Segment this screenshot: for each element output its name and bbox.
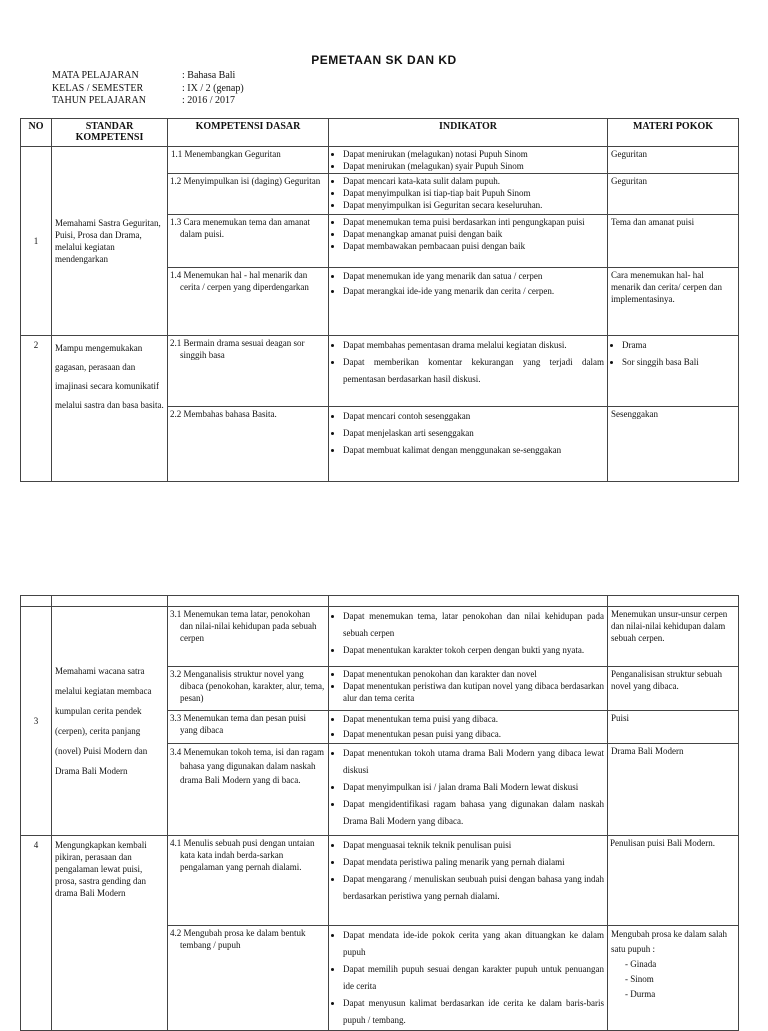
materi-pokok: Sesenggakan (608, 407, 739, 482)
info-row-class (52, 83, 244, 96)
indikator (329, 407, 608, 482)
indikator-item: • Dapat menirukan (melagukan) notasi Pupuh Sinom (343, 148, 604, 160)
row-number: 1 (21, 147, 52, 336)
indikator-item: • Dapat memilih pupuh sesuai dengan karakter pupuh untuk penuangan ide cerita (343, 961, 604, 995)
indikator (329, 667, 608, 711)
blank-cell (168, 596, 329, 607)
indikator-item: • Dapat menyimpulkan isi / jalan drama Bali Modern lewat diskusi (343, 779, 604, 796)
header-kompetensi-dasar: KOMPETENSI DASAR (168, 119, 329, 147)
row-number: 3 (21, 607, 52, 836)
materi-pokok: Cara menemukan hal- hal menarik dan cerita/ cerpen dan implementasinya. (608, 268, 739, 336)
kompetensi-dasar: 3.4 Menemukan tokoh tema, isi dan ragam bahasa yang digunakan dalam naskah drama Bali Modern yang di baca. (168, 744, 329, 836)
materi-pokok: Penulisan puisi Bali Modern. (608, 836, 739, 926)
materi-pokok (608, 926, 739, 1031)
indikator-item: • Dapat mengidentifikasi ragam bahasa yang digunakan dalam naskah Drama Bali Modern yang dibaca. (343, 796, 604, 830)
indikator (329, 215, 608, 268)
table-row (21, 147, 739, 174)
materi-text: Mengubah prosa ke dalam salah satu pupuh : (611, 929, 727, 954)
materi-pokok (608, 336, 739, 407)
indikator-item: • Dapat mencari kata-kata sulit dalam pupuh. (343, 175, 604, 187)
kompetensi-dasar: 3.1 Menemukan tema latar, penokohan dan nilai-nilai kehidupan pada sebuah cerpen (168, 607, 329, 667)
indikator-item: • Dapat merangkai ide-ide yang menarik dan cerita / cerpen. (343, 284, 604, 299)
materi-pokok: Penganalisisan struktur sebuah novel yang dibaca. (608, 667, 739, 711)
indikator-item: • Dapat mendata ide-ide pokok cerita yang akan dituangkan ke dalam pupuh (343, 927, 604, 961)
kompetensi-dasar: 1.2 Menyimpulkan isi (daging) Geguritan (168, 174, 329, 215)
indikator (329, 174, 608, 215)
table-row (21, 607, 739, 667)
indikator-item: • Dapat memberikan komentar kekurangan yang terjadi dalam pementasan berdasarkan hasil diskusi. (343, 354, 604, 388)
kompetensi-dasar: 2.2 Membahas bahasa Basita. (168, 407, 329, 482)
indikator-item: • Dapat menemukan ide yang menarik dan satua / cerpen (343, 269, 604, 284)
table-row (21, 836, 739, 926)
kompetensi-dasar: 4.1 Menulis sebuah pusi dengan untaian kata kata indah berda-sarkan pengalaman yang pernah dialami. (168, 836, 329, 926)
indikator (329, 147, 608, 174)
mapping-table-page-2 (20, 595, 739, 1031)
indikator-item: • Dapat membahas pementasan drama melalui kegiatan diskusi. (343, 337, 604, 354)
mapping-table (20, 118, 739, 482)
info-label: TAHUN PELAJARAN (52, 95, 146, 106)
indikator-item: • Dapat menentukan pesan puisi yang dibaca. (343, 727, 604, 742)
indikator (329, 607, 608, 667)
mapping-table (20, 595, 739, 1031)
blank-cell (21, 596, 52, 607)
indikator-item: • Dapat membawakan pembacaan puisi dengan baik (343, 240, 604, 252)
info-row-subject (52, 70, 244, 83)
info-value: : 2016 / 2017 (182, 95, 236, 106)
materi-pokok: Tema dan amanat puisi (608, 215, 739, 268)
indikator-item: • Dapat menangkap amanat puisi dengan baik (343, 228, 604, 240)
materi-item: - Ginada (625, 959, 657, 969)
indikator-item: • Dapat menemukan tema puisi berdasarkan inti pengungkapan puisi (343, 216, 604, 228)
kompetensi-dasar: 2.1 Bermain drama sesuai deagan sor singgih basa (168, 336, 329, 407)
indikator-item: • Dapat menentukan tokoh utama drama Bali Modern yang dibaca lewat diskusi (343, 745, 604, 779)
materi-pokok: Puisi (608, 711, 739, 744)
materi-item: • Sor singgih basa Bali (622, 354, 735, 371)
indikator-item: • Dapat menentukan karakter tokoh cerpen dengan bukti yang nyata. (343, 642, 604, 659)
standar-kompetensi: Mengungkapkan kembali pikiran, perasaan dan pengalaman lewat puisi, prosa, sastra gending dan drama Bali Modern (52, 836, 168, 1031)
info-value: : IX / 2 (genap) (182, 82, 244, 94)
mapping-table-page-1 (20, 118, 739, 482)
document-info (52, 70, 244, 108)
header-indikator: INDIKATOR (329, 119, 608, 147)
standar-kompetensi: Memahami wacana satra melalui kegiatan membaca kumpulan cerita pendek (cerpen), cerita panjang (novel) Puisi Modern dan Drama Bali Modern (52, 607, 168, 836)
header-no: NO (21, 119, 52, 147)
indikator-item: • Dapat menentukan penokohan dan karakter dan novel (343, 668, 604, 680)
indikator-item: • Dapat menguasai teknik teknik penulisan puisi (343, 837, 604, 854)
blank-header-row (21, 596, 739, 607)
materi-pokok: Geguritan (608, 174, 739, 215)
kompetensi-dasar: 1.3 Cara menemukan tema dan amanat dalam puisi. (168, 215, 329, 268)
indikator-item: • Dapat mendata peristiwa paling menarik yang pernah dialami (343, 854, 604, 871)
blank-cell (608, 596, 739, 607)
materi-item: • Drama (622, 337, 735, 354)
indikator (329, 268, 608, 336)
kompetensi-dasar: 3.2 Menganalisis struktur novel yang dibaca (penokohan, karakter, alur, tema, pesan) (168, 667, 329, 711)
kompetensi-dasar: 3.3 Menemukan tema dan pesan puisi yang dibaca (168, 711, 329, 744)
row-number: 4 (21, 836, 52, 1031)
indikator-item: • Dapat menyusun kalimat berdasarkan ide cerita ke dalam baris-baris pupuh / tembang. (343, 995, 604, 1029)
info-row-year (52, 95, 244, 108)
row-number: 2 (21, 336, 52, 482)
indikator-item: • Dapat menemukan tema, latar penokohan dan nilai kehidupan pada sebuah cerpen (343, 608, 604, 642)
indikator-item: • Dapat menirukan (melagukan) syair Pupuh Sinom (343, 160, 604, 172)
indikator-item: • Dapat menentukan tema puisi yang dibaca. (343, 712, 604, 727)
blank-cell (52, 596, 168, 607)
indikator-item: • Dapat mengarang / menuliskan seubuah puisi dengan bahasa yang indah berdasarkan peristiwa yang pernah dialami. (343, 871, 604, 905)
indikator-item: • Dapat menyimpulkan isi Geguritan secara keseluruhan. (343, 199, 604, 211)
indikator (329, 336, 608, 407)
kompetensi-dasar: 4.2 Mengubah prosa ke dalam bentuk tembang / pupuh (168, 926, 329, 1031)
materi-item: - Durma (625, 989, 656, 999)
indikator (329, 711, 608, 744)
materi-pokok: Drama Bali Modern (608, 744, 739, 836)
header-materi-pokok: MATERI POKOK (608, 119, 739, 147)
table-header-row (21, 119, 739, 147)
standar-kompetensi: Memahami Sastra Geguritan, Puisi, Prosa dan Drama, melalui kegiatan mendengarkan (52, 147, 168, 336)
info-label: KELAS / SEMESTER (52, 82, 144, 94)
info-value: : Bahasa Bali (182, 70, 236, 81)
standar-kompetensi: Mampu mengemukakan gagasan, perasaan dan imajinasi secara komunikatif melalui sastra dan basa basita. (52, 336, 168, 482)
indikator-item: • Dapat menjelaskan arti sesenggakan (343, 425, 604, 442)
indikator-item: • Dapat membuat kalimat dengan menggunakan se-senggakan (343, 442, 604, 459)
indikator (329, 926, 608, 1031)
page-title: PEMETAAN SK DAN KD (311, 53, 457, 67)
blank-cell (329, 596, 608, 607)
indikator (329, 836, 608, 926)
indikator (329, 744, 608, 836)
indikator-item: • Dapat menentukan peristiwa dan kutipan novel yang dibaca berdasarkan alur dan tema cerita (343, 680, 604, 704)
info-label: MATA PELAJARAN (52, 70, 139, 81)
kompetensi-dasar: 1.4 Menemukan hal - hal menarik dan cerita / cerpen yang diperdengarkan (168, 268, 329, 336)
indikator-item: • Dapat mencari contoh sesenggakan (343, 408, 604, 425)
indikator-item: • Dapat menyimpulkan isi tiap-tiap bait Pupuh Sinom (343, 187, 604, 199)
table-row (21, 336, 739, 407)
materi-pokok: Geguritan (608, 147, 739, 174)
header-standar-kompetensi: STANDAR KOMPETENSI (52, 119, 168, 147)
materi-pokok: Menemukan unsur-unsur cerpen dan nilai-nilai kehidupan dalam sebuah cerpen. (608, 607, 739, 667)
materi-item: - Sinom (625, 974, 654, 984)
kompetensi-dasar: 1.1 Menembangkan Geguritan (168, 147, 329, 174)
